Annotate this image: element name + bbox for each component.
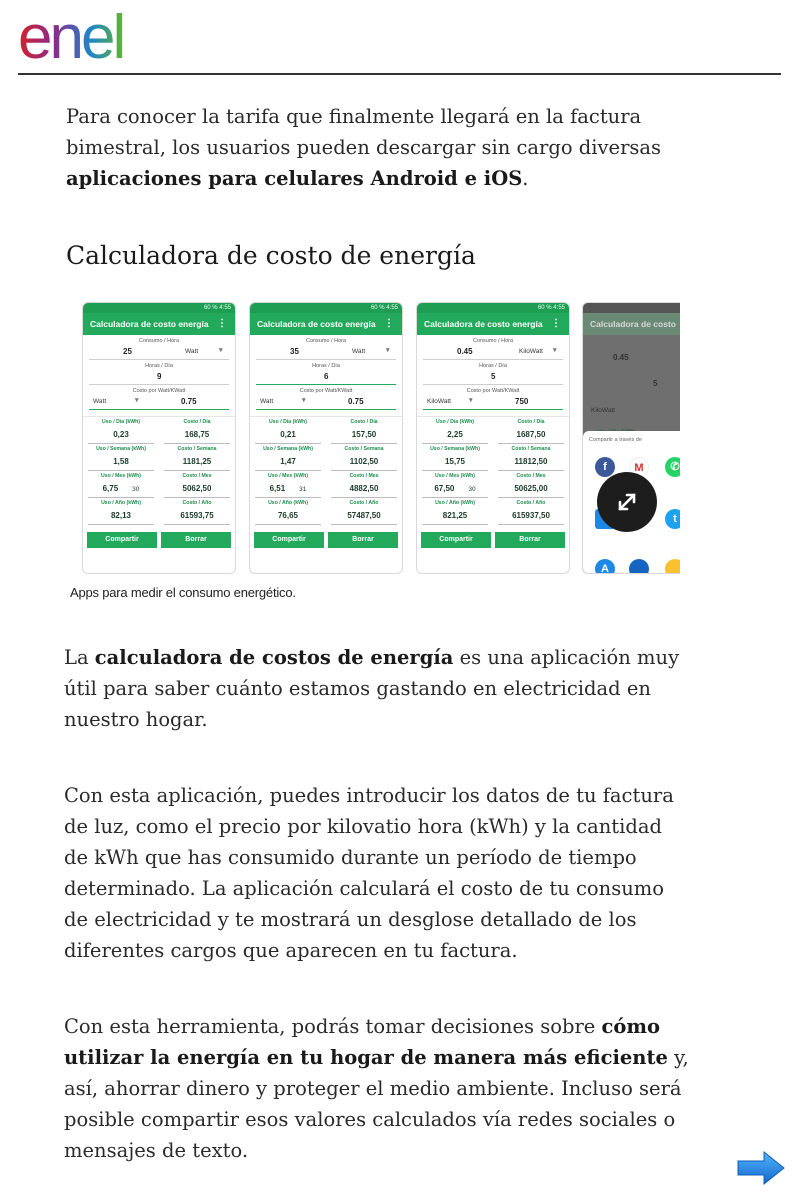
paragraph-benefits: Con esta herramienta, podrás tomar decisiones sobre cómo utilizar la energía en tu hogar de manera más eficiente y, así, ahorrar dinero y proteger el medio ambiente. Incluso será posible compartir esos valores calculados vía redes sociales o mensajes de texto.: [64, 1015, 689, 1162]
field-label: Consumo / Hora: [305, 338, 347, 344]
field-label: Costo por Watt/KWatt: [466, 388, 520, 394]
enel-logo[interactable]: [18, 6, 178, 66]
result-row: [250, 471, 402, 498]
consumption-field: 0.45 KiloWatt ▾: [423, 345, 563, 360]
app-screenshot: [416, 302, 570, 574]
dropdown-caret-icon: ▾: [302, 397, 306, 404]
result-row: [417, 498, 569, 525]
result-row: [417, 417, 569, 444]
result-cell: Uso / Año (kWh) 821,25: [422, 498, 488, 525]
apps-link-text: aplicaciones para celulares Android e iOS: [66, 167, 523, 190]
field-label: Costo por Watt/KWatt: [299, 388, 353, 394]
result-row: [83, 444, 235, 471]
result-cell: Costo / Año 61593,75: [164, 498, 230, 525]
paragraph-calculator: La calculadora de costos de energía es una aplicación muy útil para saber cuánto estamos gastando en electricidad en nuestro hogar.: [64, 646, 680, 731]
app-title-bar: Calculadora de costo energía ⋮: [83, 313, 235, 335]
gmail-icon[interactable]: M: [629, 457, 649, 477]
share-button: Compartir: [254, 532, 324, 548]
results-grid: [250, 416, 402, 525]
expand-icon: [597, 472, 657, 532]
share-button: Compartir: [421, 532, 491, 548]
dropdown-caret-icon: ▾: [386, 347, 390, 354]
result-cell: Uso / Semana (kWh) 1,58: [88, 444, 154, 471]
consumption-field: 25 Watt ▾: [89, 345, 229, 360]
figure-caption: Apps para medir el consumo energético.: [70, 585, 296, 600]
dropdown-caret-icon: ▾: [553, 347, 557, 354]
result-row: [250, 444, 402, 471]
status-bar: 60 % 4:55: [250, 303, 402, 313]
paragraph-app-usage: Con esta aplicación, puedes introducir los datos de tu factura de luz, como el precio por kilovatio hora (kWh) y la cantidad de kWh que has consumido durante un período de tiempo determinado. La aplicación calculará el costo de tu consumo de electricidad y te mostrará un desglose detallado de los diferentes cargos que aparecen en tu factura.: [64, 784, 674, 962]
field-label: Horas / Día: [145, 363, 173, 369]
result-cell: Costo / Semana 1181,25: [164, 444, 230, 471]
overflow-menu-icon: ⋮: [551, 318, 561, 329]
result-cell: Uso / Semana (kWh) 1,47: [255, 444, 321, 471]
result-row: [83, 471, 235, 498]
intro-paragraph: Para conocer la tarifa que finalmente llegará en la factura bimestral, los usuarios pueden descargar sin cargo diversas aplicaciones para celulares Android e iOS.: [66, 105, 662, 190]
app-title-bar: Calculadora de costo: [583, 313, 680, 335]
hours-field: 5: [423, 370, 563, 385]
result-cell: Uso / Mes (kWh) 67,50 30: [422, 471, 488, 498]
dropdown-caret-icon: ▾: [219, 347, 223, 354]
hours-field: 6: [256, 370, 396, 385]
field-label: Horas / Día: [479, 363, 507, 369]
result-cell: Uso / Año (kWh) 82,13: [88, 498, 154, 525]
next-arrow-icon[interactable]: [736, 1150, 786, 1186]
result-cell: Costo / Semana 11812,50: [498, 444, 564, 471]
consumption-field: 35 Watt ▾: [256, 345, 396, 360]
status-bar: 60 % 4:55: [83, 303, 235, 313]
result-row: [417, 471, 569, 498]
app-title-bar: Calculadora de costo energía ⋮: [250, 313, 402, 335]
field-label: Horas / Día: [312, 363, 340, 369]
result-cell: Uso / Semana (kWh) 15,75: [422, 444, 488, 471]
facebook-icon[interactable]: f: [595, 457, 615, 477]
app-share-icon[interactable]: [665, 559, 680, 574]
whatsapp-icon[interactable]: ✆: [665, 457, 680, 477]
svg-text:enel: enel: [18, 6, 124, 66]
share-button: Compartir: [87, 532, 157, 548]
site-header: [0, 0, 800, 76]
result-cell: Costo / Año 615937,50: [498, 498, 564, 525]
result-row: [250, 498, 402, 525]
share-sheet-title: Compartir a través de: [589, 437, 642, 443]
clear-button: Borrar: [495, 532, 565, 548]
result-cell: Costo / Mes 50625,00: [498, 471, 564, 498]
field-label: Costo por Watt/KWatt: [132, 388, 186, 394]
result-cell: Uso / Día (kWh) 0,21: [255, 417, 321, 444]
cost-field: Watt ▾ 0.75: [89, 395, 229, 410]
app-screenshot-share: [582, 302, 680, 574]
result-cell: Costo / Día 168,75: [164, 417, 230, 444]
apps-image-gallery[interactable]: [80, 298, 680, 578]
header-divider: [18, 73, 781, 75]
expand-image-button[interactable]: [597, 472, 657, 532]
overflow-menu-icon: ⋮: [384, 318, 394, 329]
app-screenshot: [82, 302, 236, 574]
overflow-menu-icon: ⋮: [217, 318, 227, 329]
app-title-bar: Calculadora de costo energía ⋮: [417, 313, 569, 335]
field-label: Consumo / Hora: [472, 338, 514, 344]
result-cell: Costo / Día 1687,50: [498, 417, 564, 444]
result-cell: Costo / Día 157,50: [331, 417, 397, 444]
status-bar: 60 % 4:55: [417, 303, 569, 313]
result-row: [250, 417, 402, 444]
result-row: [83, 417, 235, 444]
result-row: [417, 444, 569, 471]
result-cell: Costo / Año 57487,50: [331, 498, 397, 525]
result-cell: Costo / Mes 4882,50: [331, 471, 397, 498]
result-cell: Uso / Mes (kWh) 6,51 31: [255, 471, 321, 498]
section-title: Calculadora de costo de energía: [66, 241, 476, 270]
result-cell: Uso / Mes (kWh) 6,75 30: [88, 471, 154, 498]
app-screenshot: [249, 302, 403, 574]
twitter-icon[interactable]: t: [665, 509, 680, 529]
app-share-icon[interactable]: [629, 559, 649, 574]
result-row: [83, 498, 235, 525]
cost-field: KiloWatt ▾ 750: [423, 395, 563, 410]
dropdown-caret-icon: ▾: [469, 397, 473, 404]
field-label: Consumo / Hora: [138, 338, 180, 344]
dimmed-overlay: 0.45 5 KiloWatt: [583, 335, 680, 445]
result-cell: Uso / Día (kWh) 0,23: [88, 417, 154, 444]
results-grid: [83, 416, 235, 525]
clear-button: Borrar: [328, 532, 398, 548]
dropdown-caret-icon: ▾: [135, 397, 139, 404]
result-cell: Uso / Día (kWh) 2,25: [422, 417, 488, 444]
app-share-icon[interactable]: A: [595, 559, 615, 574]
result-cell: Uso / Año (kWh) 76,65: [255, 498, 321, 525]
cost-field: Watt ▾ 0.75: [256, 395, 396, 410]
results-grid: [417, 416, 569, 525]
status-bar: [583, 303, 680, 313]
hours-field: 9: [89, 370, 229, 385]
clear-button: Borrar: [161, 532, 231, 548]
result-cell: Costo / Semana 1102,50: [331, 444, 397, 471]
result-cell: Costo / Mes 5062,50: [164, 471, 230, 498]
